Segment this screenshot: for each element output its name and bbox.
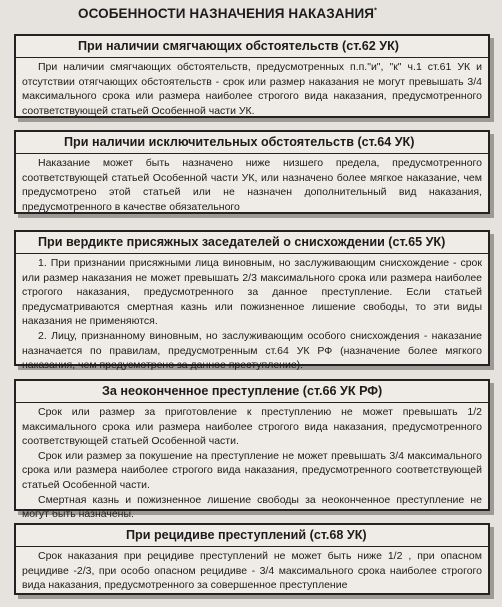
block-paragraph: Смертная казнь и пожизненное лишение свободы за неоконченное преступление не могут быть назначены. xyxy=(22,493,482,521)
block-paragraph: При наличии смягчающих обстоятельств, предусмотренных п.п."и", "к" ч.1 ст.61 УК и отсутствии отягчающих обстоятельств - срок или размер наказания не могут превышать 3/4 максимального срока или размера наиболее строгого вида наказания, предусмотренного соответствующей статьей Особенной части УК. xyxy=(22,61,482,117)
block-header: При вердикте присяжных заседателей о снисхождении (ст.65 УК) xyxy=(16,232,488,254)
block-jury xyxy=(14,230,490,372)
block-paragraph: Срок или размер за приготовление к преступлению не может превышать 1/2 максимального срока или размера наиболее строгого вида наказания, предусмотренного соответствующей статьей Особенной части. xyxy=(22,406,482,448)
block-paragraph: Срок наказания при рецидиве преступлений не может быть ниже 1/2 , при опасном рецидиве -2/3, при особо опасном рецидиве - 3/4 максимального срока наиболее строгого вида наказания, предусмотренного за совершенное преступление xyxy=(22,550,482,592)
block-header: При наличии смягчающих обстоятельств (ст.62 УК) xyxy=(16,36,488,58)
block-body xyxy=(16,403,488,525)
title-footnote-mark: * xyxy=(374,7,377,15)
block-exceptional xyxy=(14,130,490,214)
block-unfinished xyxy=(14,379,490,521)
block-recidivism xyxy=(14,523,490,595)
block-body xyxy=(16,547,488,596)
block-body xyxy=(16,154,488,217)
block-header: За неоконченное преступление (ст.66 УК РФ) xyxy=(16,381,488,403)
block-body xyxy=(16,58,488,121)
block-header: При рецидиве преступлений (ст.68 УК) xyxy=(16,525,488,547)
block-paragraph: 1. При признании присяжными лица виновным, но заслуживающим снисхождение - срок или размер наказания не может превышать 2/3 максимального срока или размера наиболее строгого наказания, предусмотренного за данное преступление. Если статьей предусматриваются смертная казнь или пожизненное лишение свободы, то эти виды наказания не применяются. xyxy=(22,257,482,328)
block-paragraph: Срок или размер за покушение на преступление не может превышать 3/4 максимального срока или размера наиболее строгого вида наказания, предусмотренного соответствующей статьей Особенной части. xyxy=(22,449,482,491)
block-header: При наличии исключительных обстоятельств (ст.64 УК) xyxy=(16,132,488,154)
block-mitigating xyxy=(14,34,490,118)
block-body xyxy=(16,254,488,376)
block-paragraph: 2. Лицу, признанному виновным, но заслуживающим особого снисхождения - наказание назначается по правилам, предусмотренным ст.64 УК РФ (назначение более мягкого наказания, чем предусмотрено за данное преступление). xyxy=(22,329,482,372)
block-paragraph: Наказание может быть назначено ниже низшего предела, предусмотренного соответствующей статьей Особенной части УК, или назначено более мягкое наказание, чем предусмотрено этой статьей или не назначен дополнительный вид наказания, предусмотренного в качестве обязательного xyxy=(22,157,482,213)
page-title xyxy=(78,6,418,21)
page-title-text: ОСОБЕННОСТИ НАЗНАЧЕНИЯ НАКАЗАНИЯ xyxy=(78,6,375,21)
